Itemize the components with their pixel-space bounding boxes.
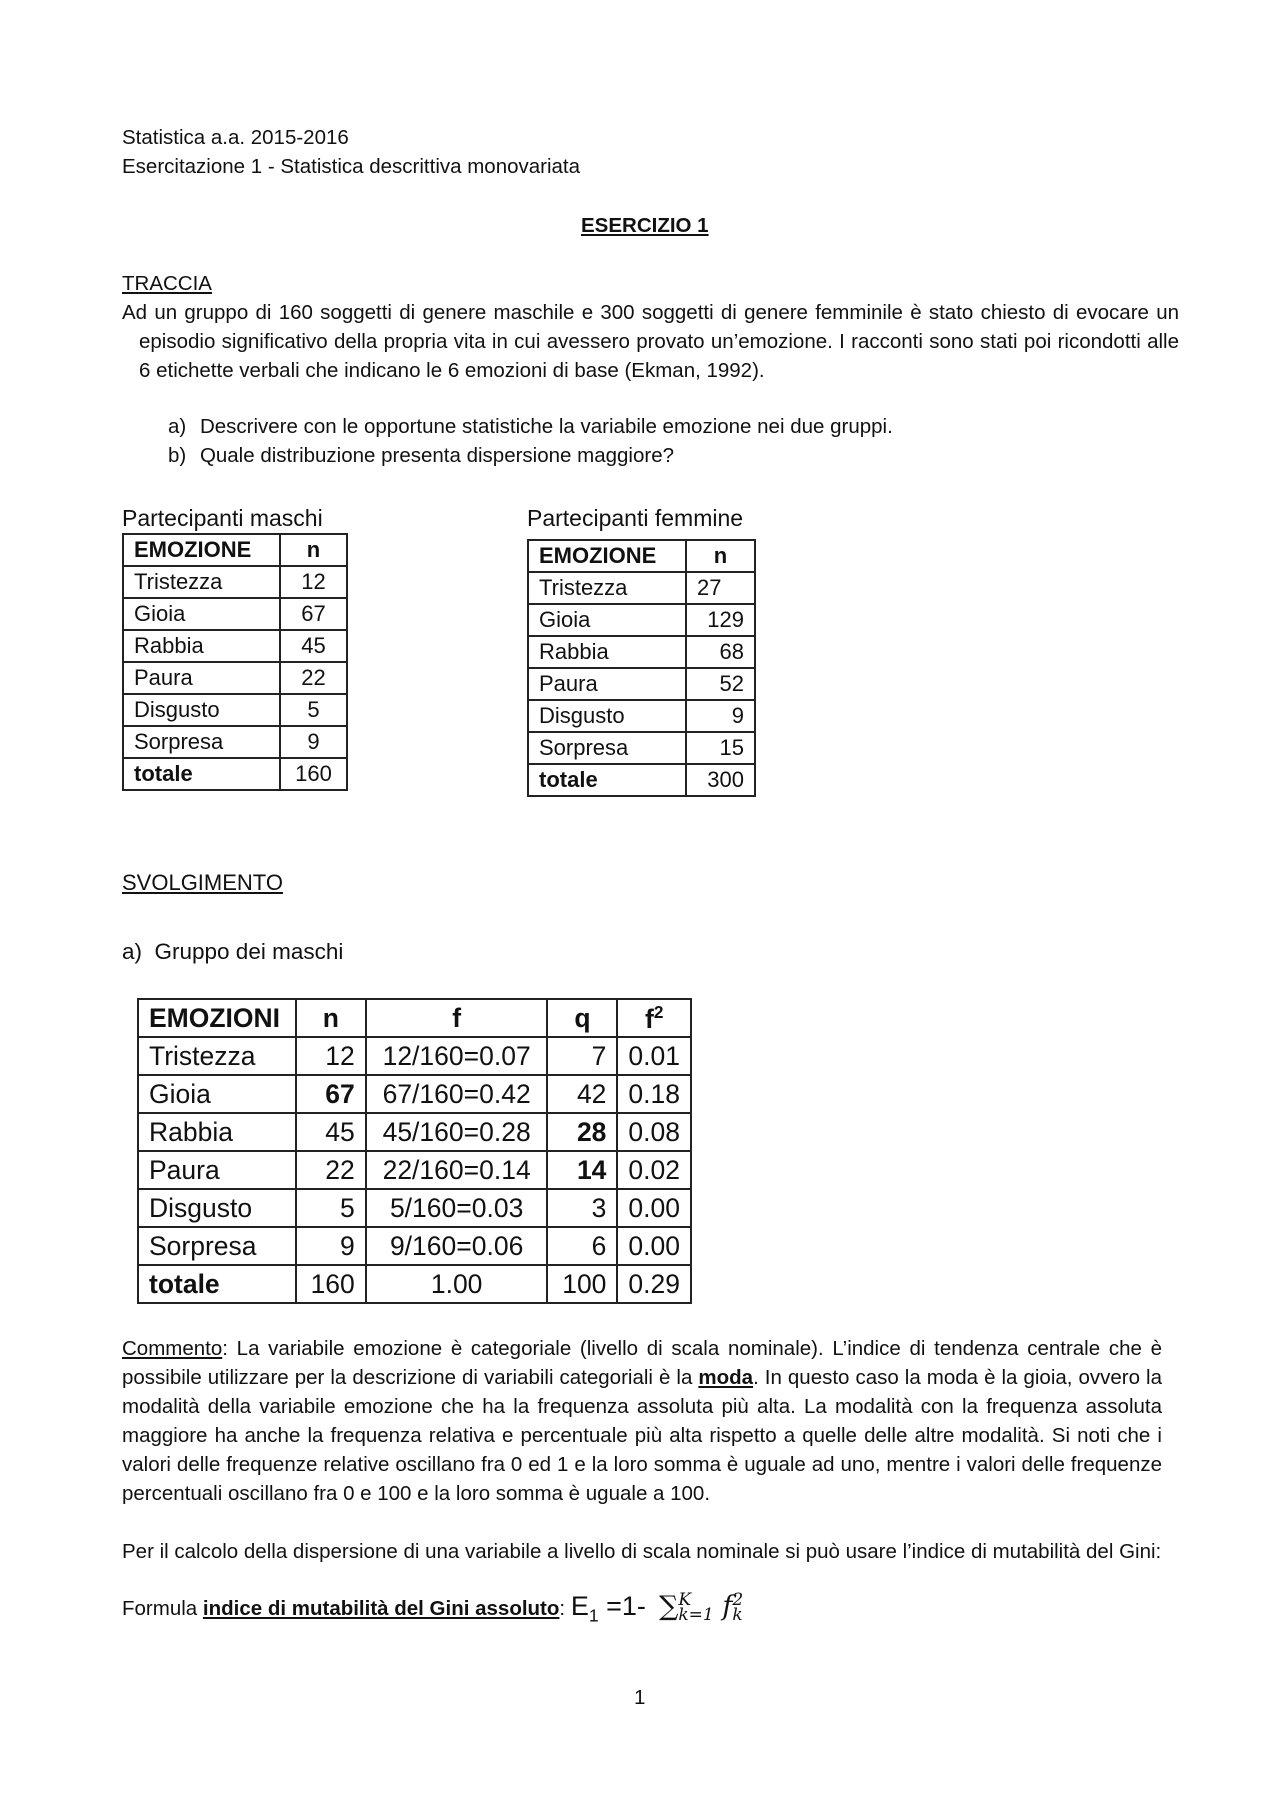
table-cell: 27 [686,572,755,604]
table-cell: 160 [296,1265,366,1303]
table-cell: 68 [686,636,755,668]
table-header-label: f [645,1003,654,1034]
formula-f-exponent: 2 [732,1589,744,1610]
question-a [168,412,893,441]
table-cell: 0.18 [617,1075,691,1113]
females-table [527,539,756,797]
table-cell: totale [528,764,686,796]
formula-expression [570,1591,654,1626]
table-cell: Disgusto [138,1189,296,1227]
table-cell: 52 [686,668,755,700]
table-cell: 28 [547,1113,617,1151]
question-b-text: Quale distribuzione presenta dispersione maggiore? [199,444,674,467]
table-row [123,694,347,726]
formula-e-subscript: 1 [588,1605,599,1626]
table-header [617,999,691,1037]
table-cell: Tristezza [138,1037,296,1075]
table-cell: Tristezza [528,572,686,604]
question-a-text: Descrivere con le opportune statistiche la variabile emozione nei due gruppi. [199,415,893,438]
course-title: Statistica a.a. 2015-2016 [122,126,349,149]
table-row [528,668,755,700]
table-cell: 9 [686,700,755,732]
table-row [138,1113,691,1151]
table-cell: 12/160=0.07 [366,1037,548,1075]
table-cell: 22/160=0.14 [366,1151,548,1189]
table-total-row [528,764,755,796]
formula-equals: =1- [598,1591,654,1621]
table-header: f [366,999,548,1037]
exercise-subtitle: Esercitazione 1 - Statistica descrittiva monovariata [122,155,581,178]
svolgimento-heading: SVOLGIMENTO [122,870,283,895]
table-cell: 45/160=0.28 [366,1113,548,1151]
table-header: n [686,540,755,572]
females-table-caption: Partecipanti femmine [527,505,744,531]
table-cell: 45 [280,630,347,662]
table-header: n [296,999,366,1037]
table-cell: Disgusto [123,694,280,726]
table-cell: Tristezza [123,566,280,598]
frequency-table [137,998,692,1304]
table-cell: 0.02 [617,1151,691,1189]
table-cell: 14 [547,1151,617,1189]
table-cell: 6 [547,1227,617,1265]
table-cell: 7 [547,1037,617,1075]
table-cell: 3 [547,1189,617,1227]
table-cell: 67/160=0.42 [366,1075,548,1113]
table-cell: totale [138,1265,296,1303]
table-cell: Rabbia [123,630,280,662]
table-cell: 5 [296,1189,366,1227]
table-header: EMOZIONE [123,534,280,566]
table-cell: 0.00 [617,1227,691,1265]
table-cell: 0.29 [617,1265,691,1303]
table-row [123,598,347,630]
formula-f-subscript: k [732,1604,743,1625]
table-header-exponent: 2 [653,1001,664,1022]
table-header-row [528,540,755,572]
question-a-marker: a) [168,415,187,438]
table-row [528,604,755,636]
table-cell: 67 [296,1075,366,1113]
table-cell: 12 [280,566,347,598]
table-cell: Paura [138,1151,296,1189]
table-cell: 1.00 [366,1265,548,1303]
table-cell: 22 [296,1151,366,1189]
table-row [138,1037,691,1075]
table-cell: 300 [686,764,755,796]
table-cell: 22 [280,662,347,694]
table-cell: Sorpresa [528,732,686,764]
table-row [528,732,755,764]
table-cell: Disgusto [528,700,686,732]
commento-label: Commento [122,1337,223,1360]
table-cell: totale [123,758,280,790]
table-row [123,630,347,662]
formula-f: f [722,1591,733,1622]
table-cell: Rabbia [138,1113,296,1151]
table-cell: 5 [280,694,347,726]
formula-f-scripts [732,1589,744,1625]
page-number: 1 [634,1686,646,1709]
table-header-row [123,534,347,566]
sigma-upper-limit: K [678,1589,692,1610]
gini-index-label: indice di mutabilità del Gini assoluto [202,1597,560,1620]
males-table-caption: Partecipanti maschi [122,505,323,531]
table-cell: 5/160=0.03 [366,1189,548,1227]
table-cell: 42 [547,1075,617,1113]
formula-line [122,1588,743,1633]
formula-prefix: Formula [122,1597,203,1620]
table-header: n [280,534,347,566]
table-row [138,1189,691,1227]
exercise-title: ESERCIZIO 1 [581,214,709,237]
moda-term: moda [698,1366,754,1389]
table-row [138,1075,691,1113]
table-row [123,662,347,694]
table-cell: Sorpresa [138,1227,296,1265]
table-header-row [138,999,691,1037]
dispersion-paragraph: Per il calcolo della dispersione di una variabile a livello di scala nominale si può usare l’indice di mutabilità del Gini: [122,1540,1162,1563]
table-row [138,1227,691,1265]
table-cell: Paura [123,662,280,694]
table-row [528,572,755,604]
table-cell: Gioia [138,1075,296,1113]
table-cell: 9/160=0.06 [366,1227,548,1265]
table-row [528,636,755,668]
table-cell: 9 [296,1227,366,1265]
table-cell: 0.08 [617,1113,691,1151]
table-header: EMOZIONI [138,999,296,1037]
table-cell: Rabbia [528,636,686,668]
table-cell: Paura [528,668,686,700]
traccia-text: Ad un gruppo di 160 soggetti di genere maschile e 300 soggetti di genere femminile è stato chiesto di evocare un episodio significativo della propria vita in cui avessero provato un’emozione. I racconti sono stati poi ricondotti alle 6 etichette verbali che indicano le 6 emozioni di base (Ekman, 1992). [122,301,1179,382]
table-cell: 67 [280,598,347,630]
table-cell: 0.01 [617,1037,691,1075]
table-cell: Gioia [123,598,280,630]
table-row [123,726,347,758]
table-row [528,700,755,732]
sigma-symbol: ∑ [659,1591,679,1622]
table-header: q [547,999,617,1037]
table-cell: 160 [280,758,347,790]
table-cell: 12 [296,1037,366,1075]
table-cell: Sorpresa [123,726,280,758]
commento-text-1: : La variabile emozione è categoriale (livello di scala nominale). L’indice di tendenza centrale che è possibile utilizzare per la descrizione di variabili categoriali è la [122,1337,1162,1389]
table-cell: 129 [686,604,755,636]
table-cell: 45 [296,1113,366,1151]
commento-text-2: . In questo caso la moda è la gioia, ovvero la modalità della variabile emozione che ha la frequenza assoluta più alta. La modalità con la frequenza assoluta maggiore ha anche la frequenza relativa e percentuale più alta rispetto a quelle delle altre modalità. Si noti che i valori delle frequenze relative oscillano fra 0 ed 1 e la loro somma è uguale ad uno, mentre i valori delle frequenze percentuali oscillano fra 0 e 100 e la loro somma è uguale a 100. [122,1366,1163,1505]
commento-paragraph [122,1334,1162,1508]
table-cell: 100 [547,1265,617,1303]
table-total-row [138,1265,691,1303]
sigma-limits [678,1589,714,1625]
table-row [123,566,347,598]
formula-sum [659,1589,744,1625]
traccia-heading: TRACCIA [122,272,212,295]
formula-colon: : [559,1597,566,1620]
table-row [138,1151,691,1189]
table-cell: 9 [280,726,347,758]
males-table [122,533,348,791]
formula-e: E [570,1591,589,1621]
table-cell: 0.00 [617,1189,691,1227]
table-cell: 15 [686,732,755,764]
question-b [168,441,674,470]
table-total-row [123,758,347,790]
sigma-lower-limit: k=1 [678,1604,714,1625]
table-header: EMOZIONE [528,540,686,572]
question-b-marker: b) [168,444,187,467]
svolgimento-subheading: a) Gruppo dei maschi [122,939,344,964]
table-cell: Gioia [528,604,686,636]
